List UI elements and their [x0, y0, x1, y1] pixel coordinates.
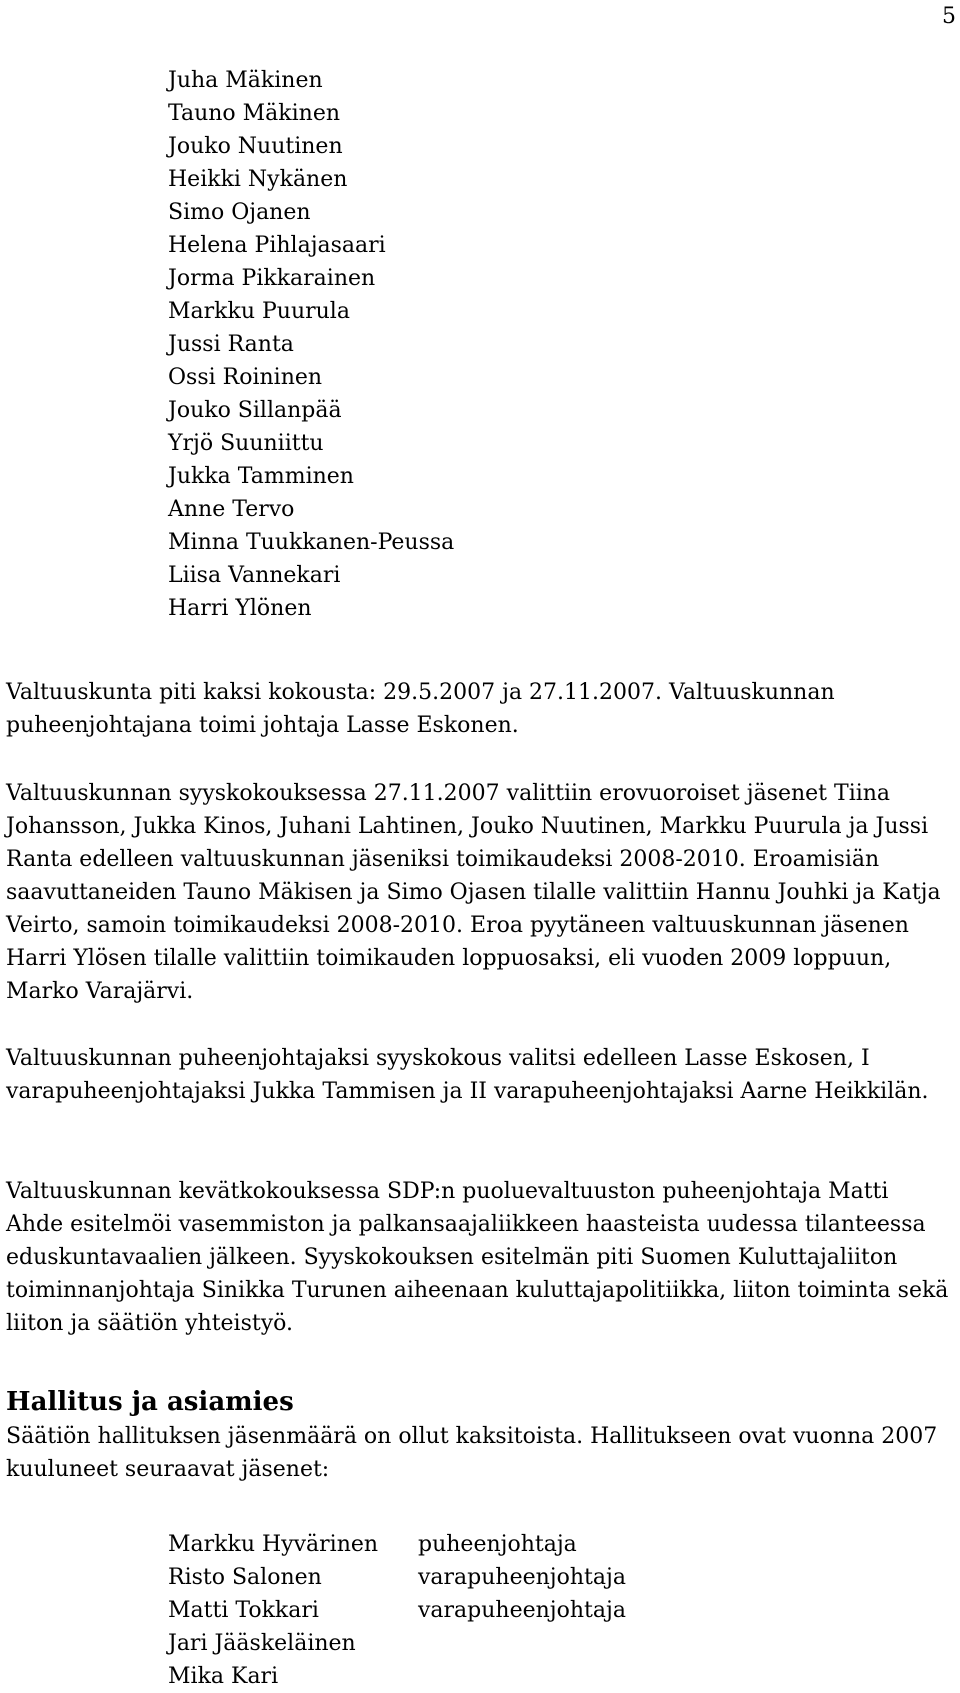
- council-member-name: Jorma Pikkarainen: [168, 266, 376, 291]
- board-member-role: varapuheenjohtaja: [418, 1598, 626, 1623]
- board-member-role: varapuheenjohtaja: [418, 1565, 626, 1590]
- council-member-name: Anne Tervo: [168, 497, 295, 522]
- council-member-name: Jussi Ranta: [168, 332, 294, 357]
- council-member-name: Liisa Vannekari: [168, 563, 341, 588]
- board-member-table: [168, 1528, 626, 1693]
- council-member-name: Tauno Mäkinen: [168, 101, 341, 126]
- board-member-role: [418, 1627, 626, 1660]
- board-member-name: Markku Hyvärinen: [168, 1532, 379, 1557]
- board-member-role: puheenjohtaja: [418, 1532, 577, 1557]
- council-member-name: Harri Ylönen: [168, 596, 312, 621]
- autumn-elections-paragraph: Valtuuskunnan syyskokouksessa 27.11.2007 valittiin erovuoroiset jäsenet Tiina Johansson, Jukka Kinos, Juhani Lahtinen, Jouko Nuutinen, Markku Puurula ja Jussi Ranta edelleen valtuuskunnan jäseniksi toimikaudeksi 2008-2010. Eroamisiän saavuttaneiden Tauno Mäkisen ja Simo Ojasen tilalle valittiin Hannu Jouhki ja Katja Veirto, samoin toimikaudeksi 2008-2010. Eroa pyytäneen valtuuskunnan jäsenen Harri Ylösen tilalle valittiin toimikauden loppuosaksi, eli vuoden 2009 loppuun, Marko Varajärvi.: [6, 781, 941, 1004]
- board-member-name: Mika Kari: [168, 1664, 279, 1689]
- page-number: 5: [942, 4, 956, 29]
- meetings-paragraph: Valtuuskunta piti kaksi kokousta: 29.5.2007 ja 27.11.2007. Valtuuskunnan puheenjohtajana toimi johtaja Lasse Eskonen.: [6, 680, 835, 738]
- board-member-row: [168, 1561, 626, 1594]
- council-member-name: Heikki Nykänen: [168, 167, 348, 192]
- council-member-name: Yrjö Suuniittu: [168, 431, 324, 456]
- presentations-paragraph: Valtuuskunnan kevätkokouksessa SDP:n puoluevaltuuston puheenjohtaja Matti Ahde esitelmöi vasemmiston ja palkansaajaliikkeen haasteista uudessa tilanteessa eduskuntavaalien jälkeen. Syyskokouksen esitelmän piti Suomen Kuluttajaliiton toiminnanjohtaja Sinikka Turunen aiheenaan kuluttajapolitiikka, liiton toiminta sekä liiton ja säätiön yhteistyö.: [6, 1179, 949, 1336]
- section-heading: Hallitus ja asiamies: [6, 1387, 294, 1417]
- board-member-row: [168, 1627, 626, 1660]
- council-member-name: Jouko Nuutinen: [168, 134, 343, 159]
- board-member-row: [168, 1528, 626, 1561]
- council-member-name: Jouko Sillanpää: [168, 398, 342, 423]
- board-intro-paragraph: Säätiön hallituksen jäsenmäärä on ollut kaksitoista. Hallitukseen ovat vuonna 2007 kuuluneet seuraavat jäsenet:: [6, 1424, 938, 1482]
- council-member-name: Markku Puurula: [168, 299, 350, 324]
- council-member-name: Helena Pihlajasaari: [168, 233, 386, 258]
- council-member-name: Simo Ojanen: [168, 200, 311, 225]
- council-member-name: Ossi Roininen: [168, 365, 323, 390]
- board-member-name: Matti Tokkari: [168, 1598, 319, 1623]
- board-member-row: [168, 1594, 626, 1627]
- chairs-paragraph: Valtuuskunnan puheenjohtajaksi syyskokous valitsi edelleen Lasse Eskosen, I varapuheenjohtajaksi Jukka Tammisen ja II varapuheenjohtajaksi Aarne Heikkilän.: [6, 1046, 929, 1104]
- council-member-name: Juha Mäkinen: [168, 68, 323, 93]
- council-member-list: [168, 64, 454, 625]
- council-member-name: Minna Tuukkanen-Peussa: [168, 530, 455, 555]
- board-member-row: [168, 1660, 626, 1693]
- board-member-role: [418, 1660, 626, 1693]
- council-member-name: Jukka Tamminen: [168, 464, 354, 489]
- board-member-name: Jari Jääskeläinen: [168, 1631, 356, 1656]
- board-member-name: Risto Salonen: [168, 1565, 322, 1590]
